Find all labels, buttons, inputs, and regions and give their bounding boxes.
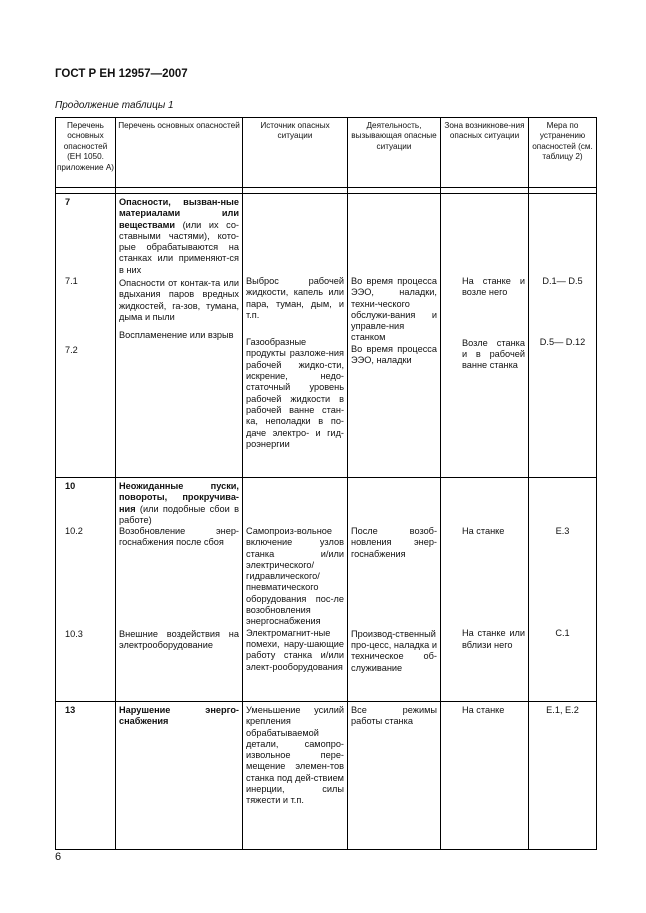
activity-text: После возоб-новления энер-госнабжения	[351, 526, 437, 559]
column-header: Мера по устранению опасностей (см. таблицу 2)	[529, 118, 597, 188]
source-cell	[243, 478, 348, 702]
measure-text: Е.3	[555, 526, 570, 536]
column-header: Деятельность, вызывающая опасные ситуации	[348, 118, 441, 188]
zone-text: На станке и возле него	[462, 276, 525, 298]
number-cell	[56, 702, 116, 850]
item-number: 10.3	[65, 628, 83, 639]
source-cell	[243, 702, 348, 850]
source-text: Газообразные продукты разложе-ния рабочей жидко-сти, искрение, недо-статочный уровень рабочей жидкости в рабочей ванне стан-ка, неполадки в по-даче электро- и гид-роэнергии	[246, 337, 344, 449]
page-title: ГОСТ Р ЕН 12957—2007	[55, 68, 188, 80]
number-cell	[56, 478, 116, 702]
source-text: Самопроиз-вольное включение узлов станка и/или электрического/ гидравлического/ пневматического оборудования пос-ле возобновления энергоснабжения	[246, 526, 344, 627]
column-header: Зона возникнове-ния опасных ситуации	[441, 118, 529, 188]
hazard-text: Опасности от контак-та или вдыхания паров вредных жидкостей, га-зов, тумана, дыма и пыли	[119, 278, 239, 322]
column-header: Источник опасных ситуации	[243, 118, 348, 188]
page-number: 6	[55, 851, 62, 863]
hazard-text: Возобновление энер-госнабжения после сбоя	[119, 526, 239, 548]
hazard-cell	[116, 194, 243, 478]
measure-cell	[529, 478, 597, 702]
source-text: Электромагнит-ные помехи, нару-шающие работу станка и/или элект-рооборудования	[246, 627, 344, 672]
measure-text: С.1	[555, 628, 570, 639]
activity-cell	[348, 194, 441, 478]
section-title: Неожиданные пуски, повороты, прокручива-ния (или подобные сбои в работе)	[119, 481, 239, 525]
measure-cell	[529, 194, 597, 478]
number-cell	[56, 194, 116, 478]
activity-text: Производ-ственный про-цесс, наладка и техническое об-служивание	[351, 628, 437, 673]
table-continuation-caption: Продолжение таблицы 1	[55, 100, 174, 111]
zone-text: На станке	[462, 526, 505, 536]
measure-text: D.5— D.12	[539, 337, 586, 348]
hazards-table	[55, 117, 597, 850]
activity-text: Во время процесса ЭЭО, наладки, техни-ческого обслужи-вания и управле-ния станком	[351, 276, 437, 343]
measure-text: D.1— D.5	[542, 276, 583, 286]
activity-cell	[348, 478, 441, 702]
item-number: 7.1	[65, 276, 78, 287]
item-number: 10.2	[65, 526, 83, 537]
measure-text: Е.1, Е.2	[546, 705, 579, 715]
hazard-text: Воспламенение или взрыв	[119, 330, 234, 341]
zone-text: Возле станка и в рабочей ванне станка	[462, 337, 525, 371]
source-text: Выброс рабочей жидкости, капель или пара, туман, дым, и т.п.	[246, 276, 344, 320]
hazard-cell	[116, 478, 243, 702]
zone-cell	[441, 478, 529, 702]
activity-cell	[348, 702, 441, 850]
measure-cell	[529, 702, 597, 850]
zone-cell	[441, 702, 529, 850]
table-header-row	[56, 118, 597, 188]
source-cell	[243, 194, 348, 478]
section-number: 10	[65, 481, 76, 491]
table-row	[56, 194, 597, 478]
zone-cell	[441, 194, 529, 478]
table-row	[56, 478, 597, 702]
hazard-text: Внешние воздействия на электрооборудование	[119, 628, 239, 651]
section-number: 13	[65, 705, 76, 715]
section-number: 7	[65, 197, 71, 207]
item-number: 7.2	[65, 344, 78, 355]
zone-text: На станке	[462, 705, 505, 715]
activity-text: Во время процесса ЭЭО, наладки	[351, 343, 437, 366]
source-text: Уменьшение усилий крепления обрабатываемой детали, самопро-извольное пере-мещение элемен-тов станка под дей-ствием инерции, силы тяжести и т.п.	[246, 705, 344, 806]
zone-text: На станке или вблизи него	[462, 628, 525, 650]
section-title: Нарушение энерго-снабжения	[119, 705, 239, 727]
section-title: Опасности, вызван-ные материалами или веществами (или их со-ставными частями), кото-рые обрабатываются на станках или применяют-ся в них	[119, 197, 239, 275]
column-header: Перечень основных опасностей (ЕН 1050. приложение А)	[56, 118, 116, 188]
hazard-cell	[116, 702, 243, 850]
table-row	[56, 702, 597, 850]
activity-text: Все режимы работы станка	[351, 705, 437, 727]
column-header: Перечень основных опасностей	[116, 118, 243, 188]
